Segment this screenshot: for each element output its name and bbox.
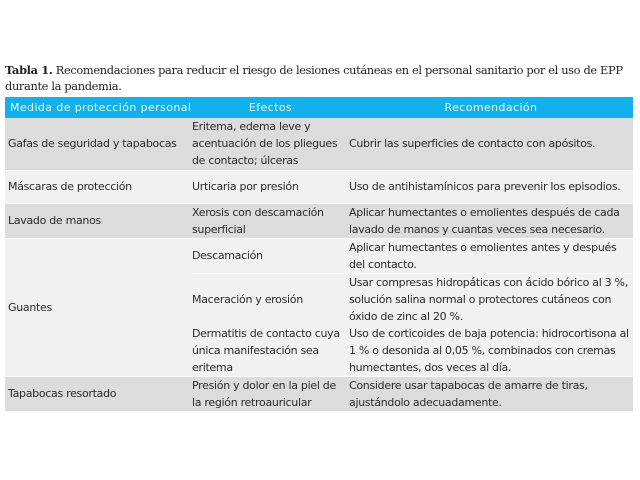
cell-efectos: Dermatitis de contacto cuya única manifestación sea eritema — [192, 325, 349, 377]
cell-medida: Gafas de seguridad y tapabocas — [5, 118, 192, 170]
cell-medida: Guantes — [5, 238, 192, 376]
cell-recomendacion: Uso de corticoides de baja potencia: hidrocortisona al 1 % o desonida al 0,05 %, combinados con cremas humectantes, dos veces al día. — [349, 325, 633, 377]
cell-recomendacion: Aplicar humectantes o emolientes antes y después del contacto. — [349, 238, 633, 273]
cell-recomendacion: Uso de antihistamínicos para prevenir los episodios. — [349, 170, 633, 203]
cell-medida: Máscaras de protección — [5, 170, 192, 203]
cell-efectos: Urticaria por presión — [192, 170, 349, 203]
cell-efectos: Eritema, edema leve y acentuación de los pliegues de contacto; úlceras — [192, 118, 349, 170]
header-medida: Medida de protección personal — [5, 97, 192, 118]
table-row — [5, 238, 633, 273]
cell-recomendacion: Aplicar humectantes o emolientes después de cada lavado de manos y cuantas veces sea necesario. — [349, 203, 633, 238]
table-row — [5, 170, 633, 203]
cell-recomendacion: Usar compresas hidropáticas con ácido bórico al 3 %, solución salina normal o protectores cutáneos con óxido de zinc al 20 %. — [349, 273, 633, 325]
cell-efectos: Presión y dolor en la piel de la región retroauricular — [192, 376, 349, 411]
cell-efectos: Descamación — [192, 238, 349, 273]
cell-recomendacion: Cubrir las superficies de contacto con apósitos. — [349, 118, 633, 170]
table-caption — [5, 62, 637, 94]
header-recomendacion: Recomendación — [349, 97, 633, 118]
cell-medida: Tapabocas resortado — [5, 376, 192, 411]
table-row — [5, 118, 633, 170]
header-efectos: Efectos — [192, 97, 349, 118]
cell-medida: Lavado de manos — [5, 203, 192, 238]
caption-text: Recomendaciones para reducir el riesgo de lesiones cutáneas en el personal sanitario por el uso de EPP durante la pandemia. — [5, 63, 623, 93]
table-row — [5, 203, 633, 238]
recommendations-table — [5, 97, 633, 412]
caption-label: Tabla 1. — [5, 63, 53, 77]
cell-efectos: Xerosis con descamación superficial — [192, 203, 349, 238]
cell-recomendacion: Considere usar tapabocas de amarre de tiras, ajustándolo adecuadamente. — [349, 376, 633, 411]
cell-efectos: Maceración y erosión — [192, 273, 349, 325]
table-row — [5, 376, 633, 411]
table-header-row — [5, 97, 633, 118]
